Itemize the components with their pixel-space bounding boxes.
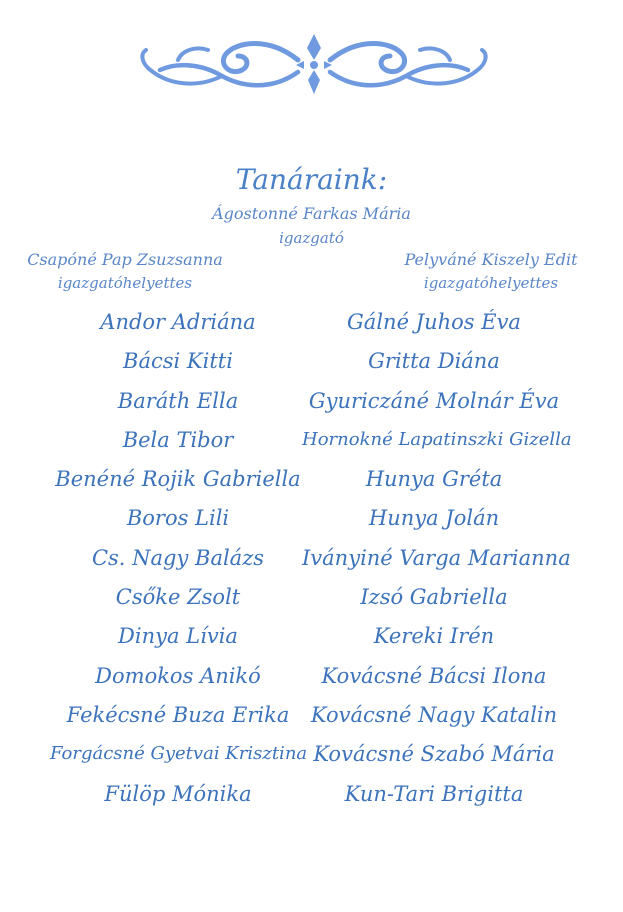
teacher-name: Kovácsné Szabó Mária bbox=[313, 742, 555, 767]
teacher-name: Forgácsné Gyetvai Krisztina bbox=[50, 743, 308, 765]
teacher-name: Benéné Rojik Gabriella bbox=[55, 467, 301, 492]
teacher-name: Gyuriczáné Molnár Éva bbox=[308, 388, 560, 413]
teacher-name: Domokos Anikó bbox=[95, 663, 261, 688]
teacher-name: Cs. Nagy Balázs bbox=[91, 545, 265, 570]
teacher-name: Bela Tibor bbox=[122, 427, 234, 452]
principal-role: igazgató bbox=[279, 229, 344, 247]
teacher-name: Andor Adriána bbox=[100, 310, 256, 334]
teacher-name: Kovácsné Nagy Katalin bbox=[310, 702, 558, 727]
teacher-name: Hornokné Lapatinszki Gizella bbox=[302, 428, 572, 450]
teacher-name: Kun-Tari Brigitta bbox=[344, 781, 524, 806]
teacher-name: Dinya Lívia bbox=[118, 624, 238, 649]
vice-principal-left-role: igazgatóhelyettes bbox=[57, 274, 193, 292]
teacher-name: Kovácsné Bácsi Ilona bbox=[321, 663, 547, 688]
teacher-name: Gálné Juhos Éva bbox=[347, 310, 521, 334]
teacher-list-left bbox=[50, 306, 306, 817]
teacher-name: Hunya Jolán bbox=[368, 506, 500, 531]
teacher-name: Kereki Irén bbox=[373, 624, 495, 649]
teacher-name: Gritta Diána bbox=[368, 349, 500, 374]
vice-principal-right-name: Pelyváné Kiszely Edit bbox=[404, 250, 578, 269]
teacher-name: Boros Lili bbox=[126, 506, 230, 531]
teacher-name: Izsó Gabriella bbox=[360, 585, 508, 610]
teacher-list-right bbox=[302, 306, 572, 817]
teacher-name: Baráth Ella bbox=[117, 388, 239, 413]
principal-name: Ágostonné Farkas Mária bbox=[212, 204, 411, 223]
teacher-name: Hunya Gréta bbox=[365, 467, 503, 492]
teacher-name: Iványiné Varga Marianna bbox=[302, 545, 571, 570]
teacher-name: Csőke Zsolt bbox=[115, 585, 241, 610]
flourish-ornament-icon bbox=[138, 30, 490, 98]
vice-principal-right-role: igazgatóhelyettes bbox=[423, 274, 559, 292]
teacher-name: Fekécsné Buza Erika bbox=[66, 702, 290, 727]
vice-principal-left-name: Csapóné Pap Zsuzsanna bbox=[27, 250, 223, 269]
page-title: Tanáraink: bbox=[235, 163, 388, 196]
teacher-name: Bácsi Kitti bbox=[123, 349, 233, 374]
teacher-name: Fülöp Mónika bbox=[104, 781, 252, 806]
